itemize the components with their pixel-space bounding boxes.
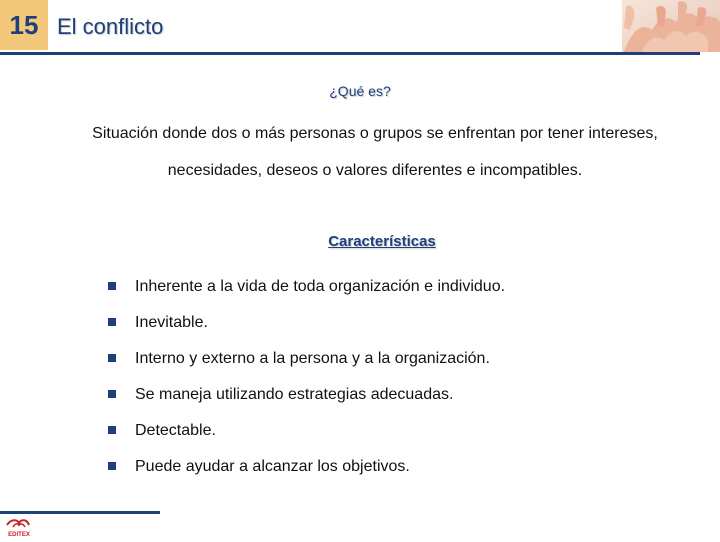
square-bullet-icon (108, 390, 116, 398)
characteristics-heading: Características (328, 233, 436, 250)
section-subtitle: ¿Qué es? (329, 83, 391, 99)
list-item (108, 449, 505, 485)
list-item (108, 413, 505, 449)
list-item-text: Detectable. (135, 422, 216, 439)
square-bullet-icon (108, 354, 116, 362)
list-item-text: Puede ayudar a alcanzar los objetivos. (135, 458, 410, 475)
footer-divider (0, 511, 160, 514)
characteristics-list (108, 269, 505, 485)
square-bullet-icon (108, 426, 116, 434)
list-item (108, 305, 505, 341)
list-item-text: Se maneja utilizando estrategias adecuadas. (135, 386, 454, 403)
list-item-text: Interno y externo a la persona y a la organización. (135, 350, 490, 367)
list-item-text: Inevitable. (135, 314, 208, 331)
square-bullet-icon (108, 282, 116, 290)
list-item (108, 377, 505, 413)
list-item-text: Inherente a la vida de toda organización e individuo. (135, 278, 506, 295)
page-title: El conflicto (57, 14, 164, 39)
chapter-number: 15 (0, 0, 48, 50)
header-divider (0, 52, 700, 55)
square-bullet-icon (108, 318, 116, 326)
logo-text: EDITEX (8, 532, 30, 537)
editex-logo (3, 517, 35, 537)
definition-text: Situación donde dos o más personas o grupos se enfrentan por tener intereses, necesidades, deseos o valores diferentes e incompatibles. (92, 125, 658, 179)
square-bullet-icon (108, 462, 116, 470)
list-item (108, 269, 505, 305)
hands-photo (622, 0, 720, 52)
list-item (108, 341, 505, 377)
